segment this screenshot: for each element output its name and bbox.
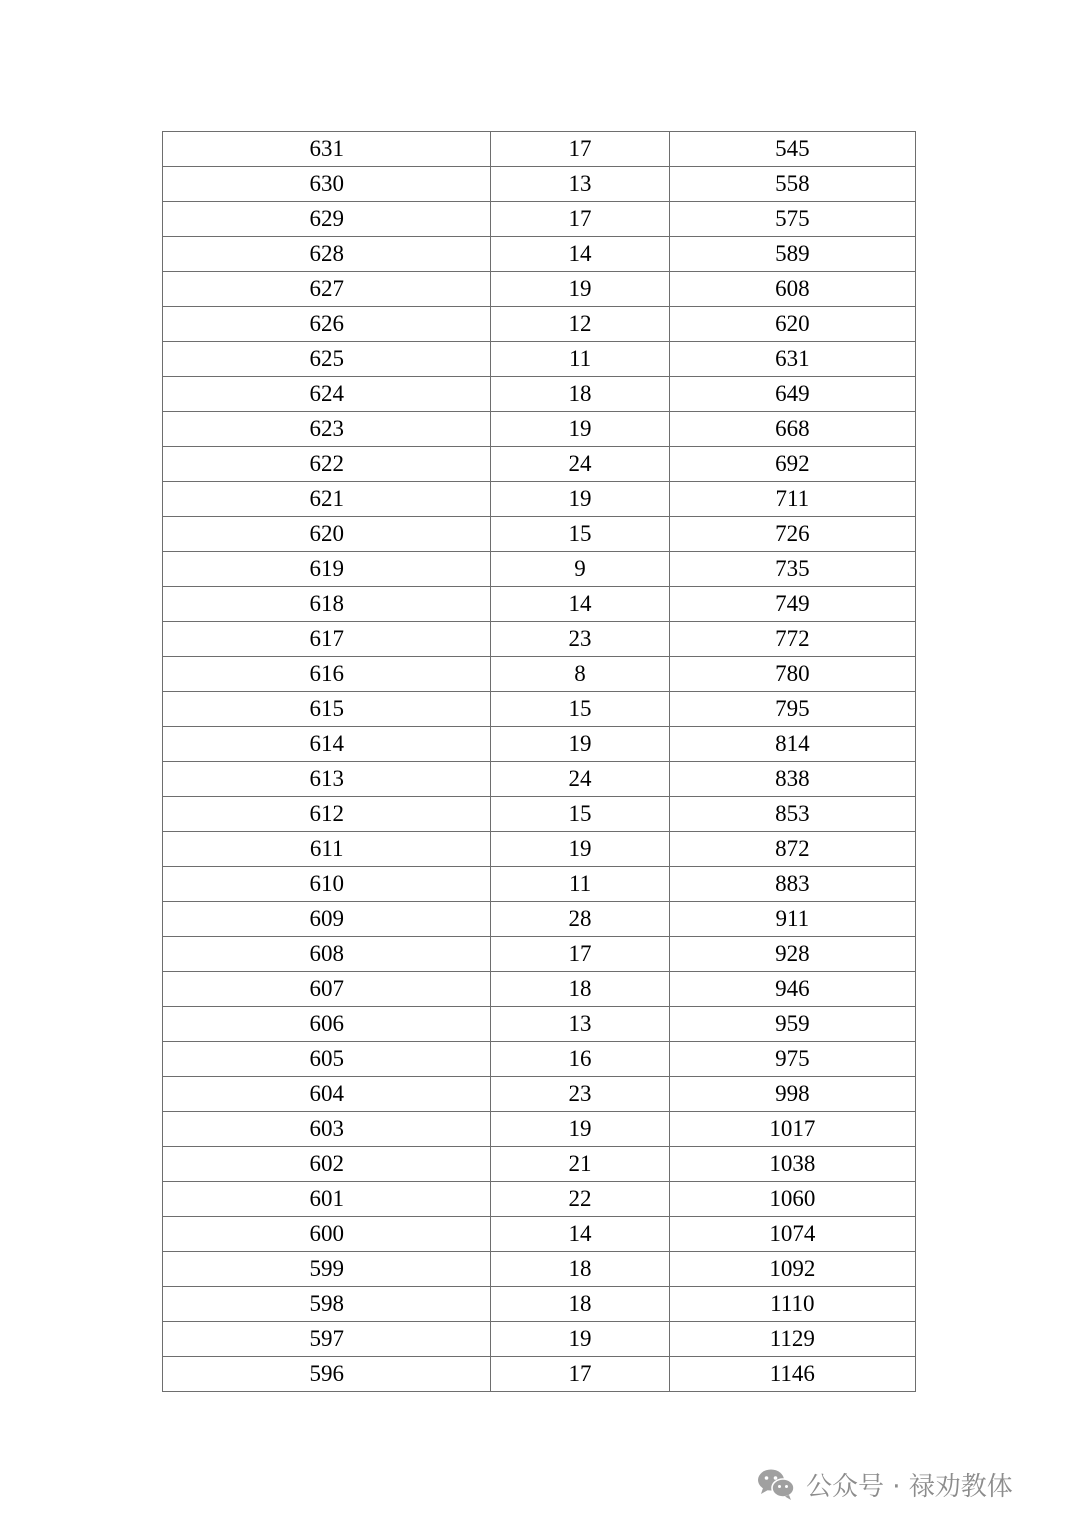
cumulative-cell: 620 [669,307,915,342]
cumulative-cell: 631 [669,342,915,377]
count-cell: 19 [491,412,669,447]
count-cell: 15 [491,517,669,552]
score-cell: 609 [163,902,491,937]
table-row [163,1182,916,1217]
cumulative-cell: 711 [669,482,915,517]
cumulative-cell: 1074 [669,1217,915,1252]
count-cell: 9 [491,552,669,587]
score-cell: 601 [163,1182,491,1217]
table-row [163,832,916,867]
cumulative-cell: 872 [669,832,915,867]
count-cell: 13 [491,167,669,202]
table-row [163,727,916,762]
table-row [163,1077,916,1112]
cumulative-cell: 726 [669,517,915,552]
score-cell: 620 [163,517,491,552]
cumulative-cell: 668 [669,412,915,447]
score-cell: 614 [163,727,491,762]
cumulative-cell: 589 [669,237,915,272]
cumulative-cell: 795 [669,692,915,727]
count-cell: 15 [491,692,669,727]
count-cell: 16 [491,1042,669,1077]
table-row [163,237,916,272]
count-cell: 14 [491,587,669,622]
table-row [163,1322,916,1357]
cumulative-cell: 545 [669,132,915,167]
cumulative-cell: 608 [669,272,915,307]
score-cell: 629 [163,202,491,237]
score-cell: 623 [163,412,491,447]
score-cell: 624 [163,377,491,412]
count-cell: 23 [491,622,669,657]
cumulative-cell: 780 [669,657,915,692]
count-cell: 17 [491,937,669,972]
score-cell: 607 [163,972,491,1007]
cumulative-cell: 838 [669,762,915,797]
table-row [163,797,916,832]
count-cell: 28 [491,902,669,937]
count-cell: 18 [491,1287,669,1322]
score-cell: 606 [163,1007,491,1042]
score-cell: 610 [163,867,491,902]
count-cell: 11 [491,867,669,902]
count-cell: 18 [491,1252,669,1287]
table-row [163,937,916,972]
table-row [163,1287,916,1322]
count-cell: 18 [491,972,669,1007]
cumulative-cell: 959 [669,1007,915,1042]
table-row [163,377,916,412]
cumulative-cell: 692 [669,447,915,482]
count-cell: 17 [491,202,669,237]
cumulative-cell: 1110 [669,1287,915,1322]
score-cell: 596 [163,1357,491,1392]
count-cell: 18 [491,377,669,412]
score-cell: 608 [163,937,491,972]
score-cell: 604 [163,1077,491,1112]
score-cell: 611 [163,832,491,867]
table-row [163,1147,916,1182]
score-cell: 625 [163,342,491,377]
table-row [163,902,916,937]
count-cell: 19 [491,272,669,307]
count-cell: 19 [491,1322,669,1357]
count-cell: 15 [491,797,669,832]
score-cell: 605 [163,1042,491,1077]
cumulative-cell: 853 [669,797,915,832]
score-cell: 630 [163,167,491,202]
table-row [163,342,916,377]
cumulative-cell: 928 [669,937,915,972]
score-cell: 622 [163,447,491,482]
cumulative-cell: 1060 [669,1182,915,1217]
score-cell: 621 [163,482,491,517]
score-cell: 598 [163,1287,491,1322]
score-cell: 618 [163,587,491,622]
count-cell: 19 [491,832,669,867]
table-row [163,1252,916,1287]
table-row [163,867,916,902]
table-row [163,412,916,447]
table-row [163,132,916,167]
count-cell: 17 [491,1357,669,1392]
cumulative-cell: 1038 [669,1147,915,1182]
score-cell: 603 [163,1112,491,1147]
score-cell: 612 [163,797,491,832]
table-row [163,657,916,692]
cumulative-cell: 814 [669,727,915,762]
cumulative-cell: 1092 [669,1252,915,1287]
cumulative-cell: 1146 [669,1357,915,1392]
table-row [163,202,916,237]
cumulative-cell: 649 [669,377,915,412]
table-body [163,132,916,1392]
cumulative-cell: 749 [669,587,915,622]
cumulative-cell: 911 [669,902,915,937]
score-cell: 599 [163,1252,491,1287]
cumulative-cell: 975 [669,1042,915,1077]
count-cell: 22 [491,1182,669,1217]
cumulative-cell: 1017 [669,1112,915,1147]
cumulative-cell: 1129 [669,1322,915,1357]
watermark-text: 公众号 · 禄劝教体 [806,1471,1013,1502]
count-cell: 14 [491,1217,669,1252]
table-row [163,622,916,657]
table-row [163,1112,916,1147]
table-row [163,517,916,552]
table-row [163,1007,916,1042]
score-cell: 616 [163,657,491,692]
cumulative-cell: 883 [669,867,915,902]
count-cell: 11 [491,342,669,377]
count-cell: 19 [491,1112,669,1147]
score-cell: 619 [163,552,491,587]
count-cell: 21 [491,1147,669,1182]
table-row [163,1042,916,1077]
score-cell: 626 [163,307,491,342]
count-cell: 24 [491,447,669,482]
score-cell: 600 [163,1217,491,1252]
cumulative-cell: 558 [669,167,915,202]
table-row [163,972,916,1007]
score-cell: 613 [163,762,491,797]
score-cell: 628 [163,237,491,272]
score-cell: 631 [163,132,491,167]
score-cell: 617 [163,622,491,657]
count-cell: 19 [491,482,669,517]
table-row [163,167,916,202]
count-cell: 17 [491,132,669,167]
cumulative-cell: 772 [669,622,915,657]
watermark [756,1462,1013,1506]
table-row [163,447,916,482]
count-cell: 8 [491,657,669,692]
count-cell: 14 [491,237,669,272]
table-row [163,552,916,587]
table-row [163,1357,916,1392]
table-row [163,762,916,797]
table-row [163,307,916,342]
cumulative-cell: 946 [669,972,915,1007]
score-table [162,131,916,1392]
count-cell: 19 [491,727,669,762]
wechat-icon [756,1467,796,1501]
cumulative-cell: 735 [669,552,915,587]
score-cell: 597 [163,1322,491,1357]
cumulative-cell: 575 [669,202,915,237]
score-cell: 602 [163,1147,491,1182]
count-cell: 24 [491,762,669,797]
count-cell: 23 [491,1077,669,1112]
table-row [163,482,916,517]
table-row [163,272,916,307]
table-row [163,1217,916,1252]
score-cell: 615 [163,692,491,727]
table-row [163,587,916,622]
count-cell: 13 [491,1007,669,1042]
cumulative-cell: 998 [669,1077,915,1112]
score-cell: 627 [163,272,491,307]
table-row [163,692,916,727]
count-cell: 12 [491,307,669,342]
